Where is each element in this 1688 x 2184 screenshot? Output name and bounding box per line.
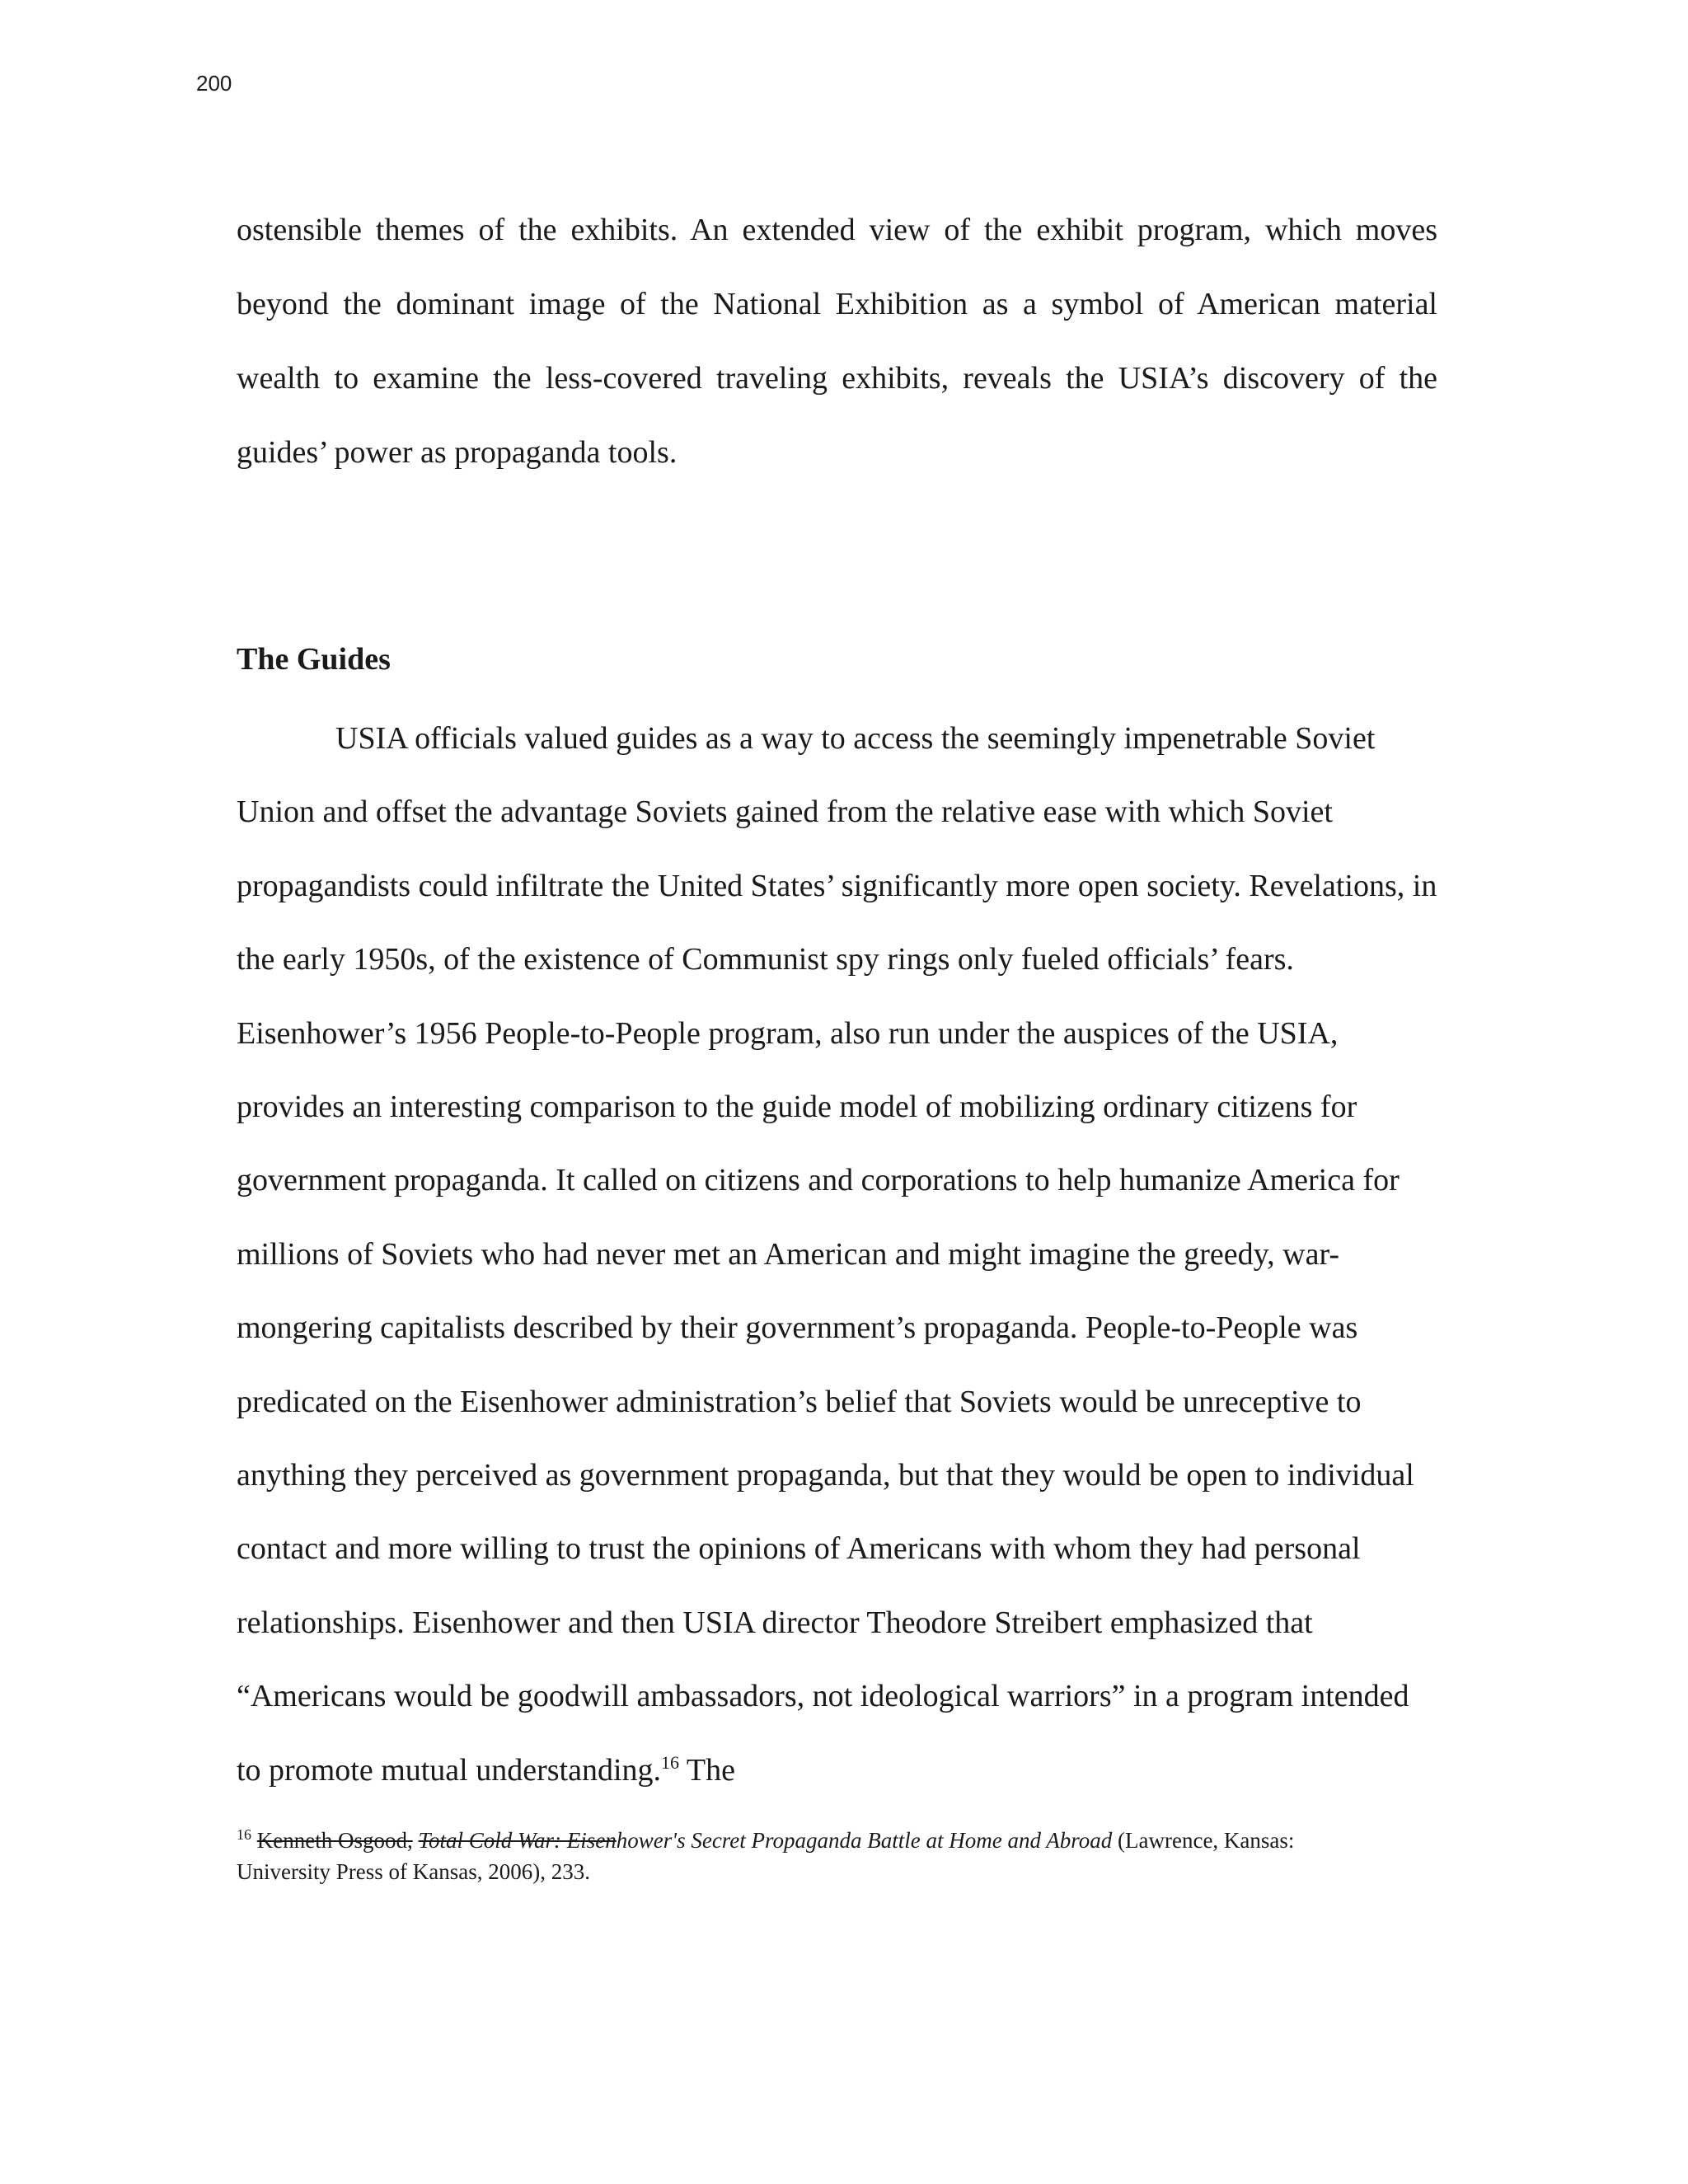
footnote-title-struck: Total Cold War: Eisen [418, 1828, 617, 1853]
footnote-publication: (Lawrence, Kansas: University Press of Kansas, 2006), 233. [237, 1828, 1295, 1884]
footnote [237, 1825, 1308, 1887]
page-number: 200 [196, 71, 232, 96]
body-paragraph-2 [237, 702, 1437, 1807]
body-paragraph-2-text: USIA officials valued guides as a way to access the seemingly impenetrable Soviet Union and offset the advantage Soviets gained from the relative ease with which Soviet propagandists could infiltrate the United States’ significantly more open society. Revelations, in the early 1950s, of the existence of Communist spy rings only fueled officials’ fears. Eisenhower’s 1956 People-to-People program, also run under the auspices of the USIA, provides an interesting comparison to the guide model of mobilizing ordinary citizens for government propaganda. It called on citizens and corporations to help humanize America for millions of Soviets who had never met an American and might imagine the greedy, war-mongering capitalists described by their government’s propaganda. People-to-People was predicated on the Eisenhower administration’s belief that Soviets would be unreceptive to anything they perceived as government propaganda, but that they would be open to individual contact and more willing to trust the opinions of Americans with whom they had personal relationships. Eisenhower and then USIA director Theodore Streibert emphasized that “Americans would be goodwill ambassadors, not ideological warriors” in a program intended to promote mutual understanding. [237, 721, 1437, 1788]
footnote-title: hower's Secret Propaganda Battle at Home and Abroad [616, 1828, 1113, 1853]
trailing-word: The [686, 1752, 735, 1788]
section-heading: The Guides [237, 642, 391, 677]
footnote-number: 16 [237, 1826, 251, 1843]
footnote-reference: 16 [661, 1751, 680, 1773]
footnote-author: Kenneth Osgood, [256, 1828, 413, 1853]
body-paragraph-1: ostensible themes of the exhibits. An extended view of the exhibit program, which moves beyond the dominant image of the National Exhibition as a symbol of American material wealth to examine the less-covered traveling exhibits, reveals the USIA’s discovery of the guides’ power as propaganda tools. [237, 213, 1437, 470]
